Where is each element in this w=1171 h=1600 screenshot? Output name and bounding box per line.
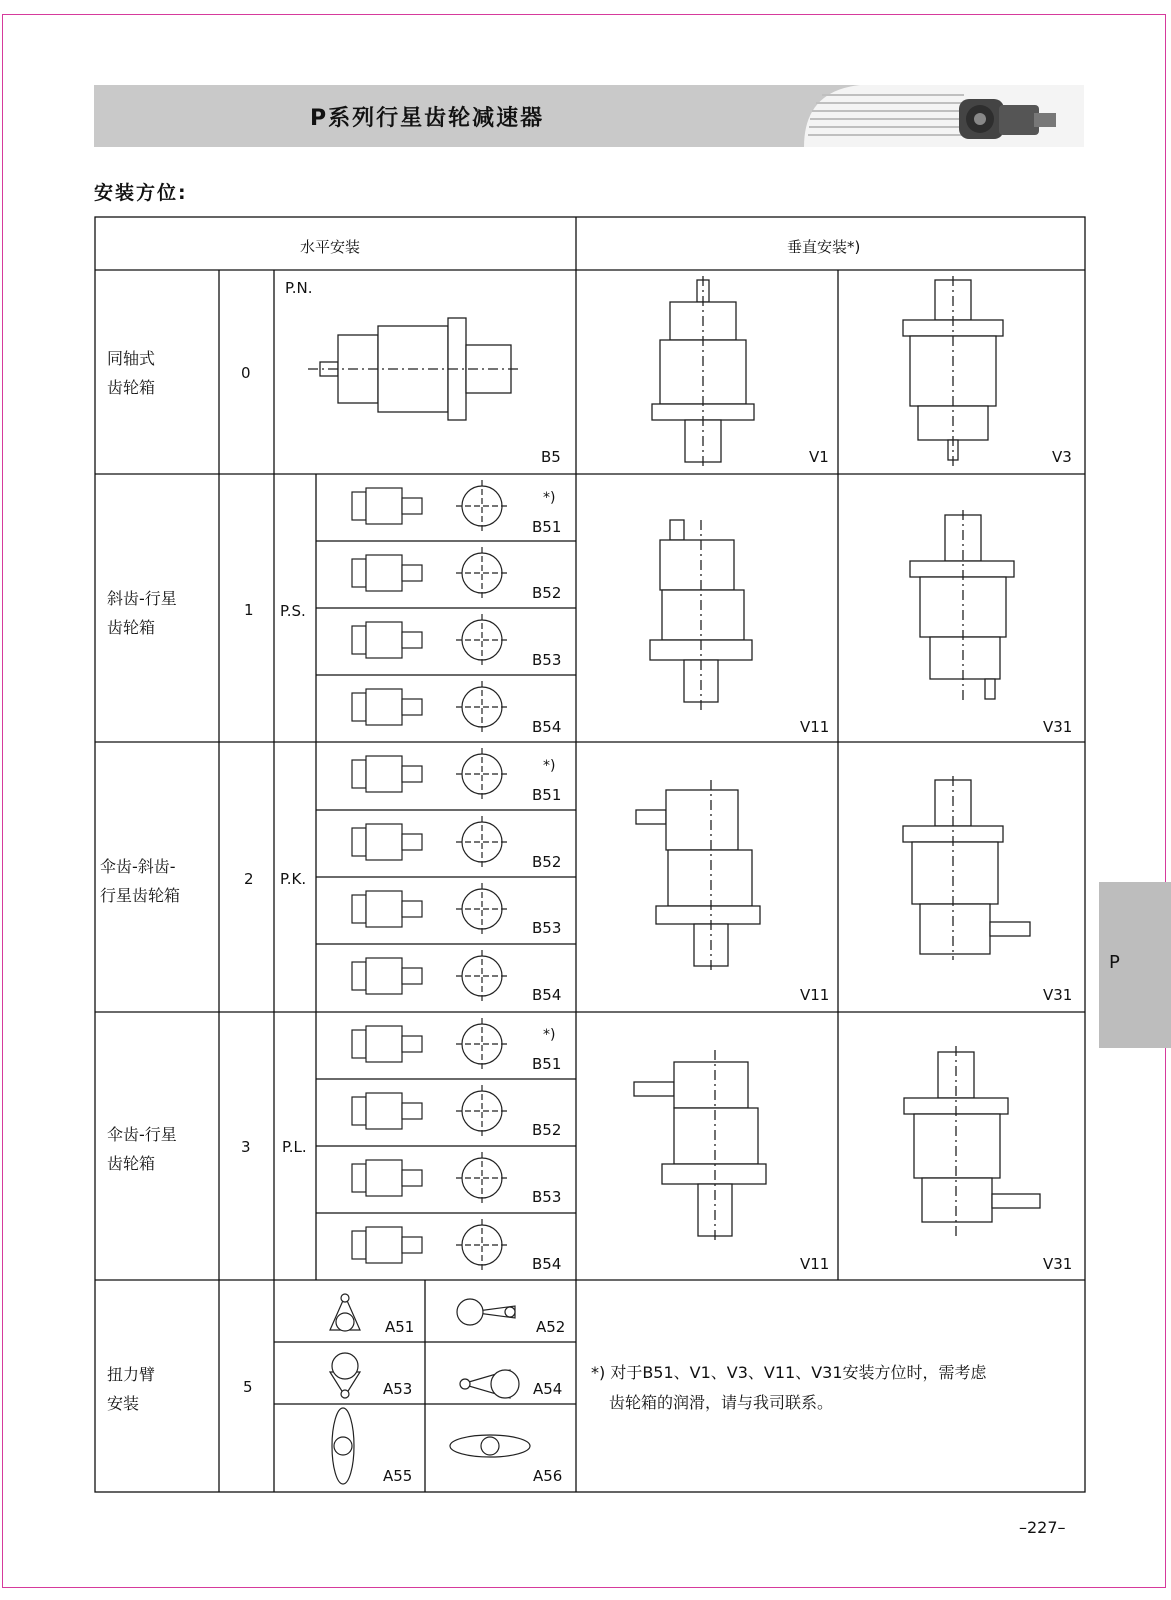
section-side-tab: P [1099, 882, 1171, 1048]
row1-series: P.S. [280, 602, 306, 620]
thumb-shaft [402, 565, 422, 581]
row3-b53: B53 [532, 1188, 562, 1206]
row3-v31-label: V31 [1043, 1255, 1073, 1273]
thumb-input [352, 1231, 366, 1259]
row0-b5-label: B5 [541, 448, 561, 466]
row0-code: 0 [241, 364, 251, 382]
row0-v1-label: V1 [809, 448, 829, 466]
horizontal-mount-header: 水平安装 [300, 238, 361, 256]
thumb-shaft [402, 1036, 422, 1052]
arm-a52: A52 [536, 1318, 566, 1336]
thumb-input [352, 828, 366, 856]
row3-b52: B52 [532, 1121, 562, 1139]
row3-note-mark: *) [543, 1027, 556, 1043]
torque-arm-drawings [330, 1294, 530, 1484]
row1-v31-label: V31 [1043, 718, 1073, 736]
row3-series: P.L. [282, 1138, 307, 1156]
thumb-input [352, 492, 366, 520]
vertical-mount-header: 垂直安装*) [787, 238, 861, 256]
thumb-shaft [402, 1103, 422, 1119]
thumb-input [352, 1030, 366, 1058]
page-number: –227– [1019, 1518, 1066, 1537]
thumb-body [366, 488, 402, 524]
thumb-input [352, 559, 366, 587]
v11-pl-drawing [634, 1050, 766, 1240]
row1-b54: B54 [532, 718, 562, 736]
thumb-input [352, 626, 366, 654]
thumb-shaft [402, 901, 422, 917]
thumb-body [366, 958, 402, 994]
row0-v3-label: V3 [1052, 448, 1072, 466]
thumb-shaft [402, 766, 422, 782]
thumb-input [352, 895, 366, 923]
arm-a51: A51 [385, 1318, 415, 1336]
thumb-input [352, 760, 366, 788]
v11-pk-drawing [636, 780, 760, 970]
arm-a55: A55 [383, 1467, 413, 1485]
b5-gearbox-drawing [308, 318, 520, 420]
thumb-body [366, 1227, 402, 1263]
row3-v11-label: V11 [800, 1255, 830, 1273]
thumb-shaft [402, 834, 422, 850]
row2-v31-label: V31 [1043, 986, 1073, 1004]
sub-orientation-drawings [352, 480, 508, 1271]
row1-b52: B52 [532, 584, 562, 602]
row2-series: P.K. [280, 870, 307, 888]
row1-code: 1 [244, 601, 254, 619]
row1-note-mark: *) [543, 490, 556, 506]
thumb-input [352, 1164, 366, 1192]
thumb-shaft [402, 968, 422, 984]
thumb-body [366, 891, 402, 927]
page-title: P系列行星齿轮减速器 [310, 106, 545, 131]
thumb-input [352, 1097, 366, 1125]
thumb-body [366, 756, 402, 792]
thumb-shaft [402, 632, 422, 648]
thumb-shaft [402, 498, 422, 514]
row0-series: P.N. [285, 279, 313, 297]
row2-v11-label: V11 [800, 986, 830, 1004]
row2-b54: B54 [532, 986, 562, 1004]
row2-b52: B52 [532, 853, 562, 871]
row2-b53: B53 [532, 919, 562, 937]
thumb-body [366, 555, 402, 591]
lubrication-note: *) 对于B51、V1、V3、V11、V31安装方位时，需考虑 齿轮箱的润滑，请与我司联系。 [591, 1363, 987, 1412]
v11-ps-drawing [650, 520, 752, 710]
thumb-body [366, 1026, 402, 1062]
row2-name: 伞齿-斜齿- 行星齿轮箱 [100, 857, 181, 905]
thumb-shaft [402, 1170, 422, 1186]
row5-name: 扭力臂 安装 [107, 1365, 156, 1413]
row3-name: 伞齿-行星 齿轮箱 [107, 1125, 177, 1173]
v1-gearbox-drawing [652, 276, 754, 466]
arm-a56: A56 [533, 1467, 563, 1485]
row3-b51: B51 [532, 1055, 562, 1073]
arm-a54: A54 [533, 1380, 563, 1398]
v3-gearbox-drawing [903, 276, 1003, 466]
row2-b51: B51 [532, 786, 562, 804]
thumb-input [352, 962, 366, 990]
section-title: 安装方位: [94, 182, 188, 204]
arm-a53: A53 [383, 1380, 413, 1398]
row0-name: 同轴式 齿轮箱 [107, 349, 156, 397]
thumb-body [366, 622, 402, 658]
row3-b54: B54 [532, 1255, 562, 1273]
row3-code: 3 [241, 1138, 251, 1156]
v31-pl-drawing [904, 1046, 1040, 1236]
thumb-body [366, 1093, 402, 1129]
row1-v11-label: V11 [800, 718, 830, 736]
v31-ps-drawing [910, 510, 1014, 700]
row1-name: 斜齿-行星 齿轮箱 [107, 589, 177, 637]
row2-note-mark: *) [543, 758, 556, 774]
row2-code: 2 [244, 870, 254, 888]
thumb-body [366, 1160, 402, 1196]
thumb-body [366, 824, 402, 860]
thumb-body [366, 689, 402, 725]
row1-b53: B53 [532, 651, 562, 669]
row1-b51: B51 [532, 518, 562, 536]
row5-code: 5 [243, 1378, 253, 1396]
thumb-shaft [402, 1237, 422, 1253]
thumb-input [352, 693, 366, 721]
thumb-shaft [402, 699, 422, 715]
v31-pk-drawing [903, 776, 1030, 960]
